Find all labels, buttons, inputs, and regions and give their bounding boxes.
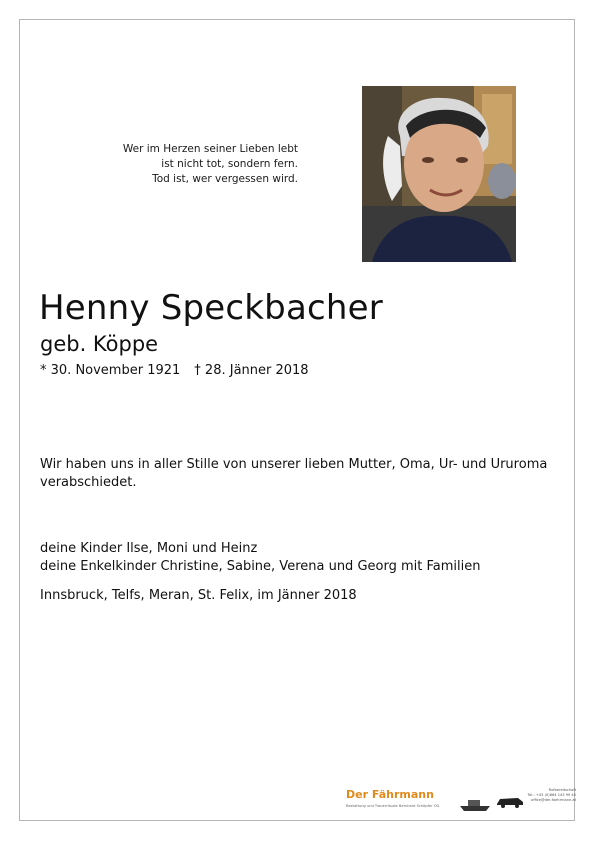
announcement-text: Wir haben uns in aller Stille von unserer lieben Mutter, Oma, Ur- und Ururoma verabschiedet. <box>40 457 548 490</box>
maiden-name: geb. Köppe <box>40 332 159 356</box>
funeral-home-footer <box>346 788 576 816</box>
contact-line: Tel.: +43 (0)664 143 99 40 <box>527 793 576 797</box>
memorial-quote <box>123 142 298 187</box>
portrait-photo <box>362 86 516 262</box>
mourners-list <box>40 540 480 576</box>
mourners-children: deine Kinder Ilse, Moni und Heinz <box>40 541 258 556</box>
death-date: † 28. Jänner 2018 <box>194 363 309 378</box>
boat-icon <box>458 796 492 812</box>
place-and-date: Innsbruck, Telfs, Meran, St. Felix, im Jänner 2018 <box>40 588 357 603</box>
funeral-home-logo: Der Fährmann <box>346 788 434 801</box>
contact-line: office@der-faehrmann.at <box>531 798 576 802</box>
hearse-icon <box>496 796 524 808</box>
life-dates <box>40 363 309 378</box>
deceased-name: Henny Speckbacher <box>39 288 383 328</box>
birth-date: * 30. November 1921 <box>40 363 181 378</box>
contact-line: Rufbereitschaft <box>548 788 576 792</box>
mourners-grandchildren: deine Enkelkinder Christine, Sabine, Verena und Georg mit Familien <box>40 559 481 574</box>
funeral-home-contact <box>526 788 576 803</box>
quote-line: Tod ist, wer vergessen wird. <box>152 173 298 185</box>
quote-line: Wer im Herzen seiner Lieben lebt <box>122 143 298 155</box>
quote-line: ist nicht tot, sondern fern. <box>161 158 298 170</box>
funeral-home-tagline: Bestattung und Trauerrituale Bernhard Schöpfer OG <box>346 804 440 808</box>
